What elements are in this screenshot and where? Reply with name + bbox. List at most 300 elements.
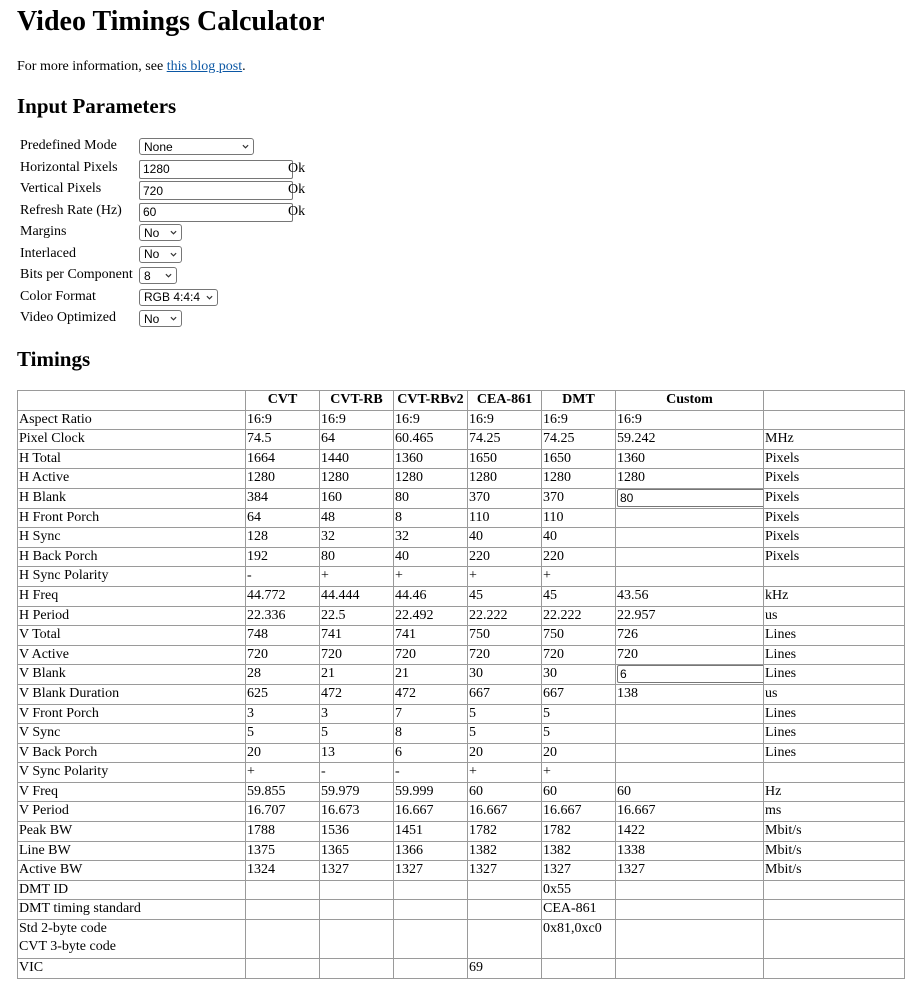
cea-cell: +	[468, 763, 542, 783]
ok-status: Ok	[288, 182, 306, 197]
row-label: H Active	[18, 469, 246, 489]
custom-v-blank-input[interactable]	[617, 665, 764, 683]
param-label: Predefined Mode	[20, 138, 117, 153]
ok-status: Ok	[288, 203, 306, 219]
unit-cell: Pixels	[764, 547, 905, 567]
select-value: 8	[144, 268, 151, 283]
cvtrbv2-cell: 8	[394, 724, 468, 744]
dmt-cell: 1382	[542, 841, 616, 861]
cvtrb-cell: +	[320, 567, 394, 587]
dmt-cell: 60	[542, 782, 616, 802]
unit-cell: kHz	[764, 586, 905, 606]
cvtrbv2-cell: 720	[394, 645, 468, 665]
table-row	[18, 861, 905, 881]
cvt-cell: 16.707	[246, 802, 320, 822]
row-label: H Back Porch	[18, 547, 246, 567]
row-label: H Sync Polarity	[18, 567, 246, 587]
table-row	[18, 449, 905, 469]
cea-cell: 1650	[468, 449, 542, 469]
cvt-cell: 20	[246, 743, 320, 763]
cvt-cell	[246, 900, 320, 920]
table-header-row	[18, 391, 905, 411]
cea-cell: 16:9	[468, 410, 542, 430]
input-parameters-heading: Input Parameters	[17, 94, 177, 118]
cvt-cell: 59.855	[246, 782, 320, 802]
cvtrbv2-cell: 59.999	[394, 782, 468, 802]
table-row	[18, 880, 905, 900]
cea-cell: 60	[468, 782, 542, 802]
table-row	[18, 586, 905, 606]
cea-cell: 1382	[468, 841, 542, 861]
cea-cell	[468, 920, 542, 959]
cvtrbv2-cell	[394, 880, 468, 900]
table-row	[18, 488, 905, 508]
table-row	[18, 900, 905, 920]
cea-cell	[468, 880, 542, 900]
cvtrbv2-cell: 6	[394, 743, 468, 763]
unit-cell: MHz	[764, 430, 905, 450]
cvtrbv2-cell: 741	[394, 626, 468, 646]
page-title: Video Timings Calculator	[17, 6, 325, 37]
row-label: VIC	[18, 959, 246, 979]
unit-cell: Pixels	[764, 449, 905, 469]
cvt-cell: 1375	[246, 841, 320, 861]
cvtrbv2-cell: 1360	[394, 449, 468, 469]
column-header	[18, 391, 246, 411]
param-label: Color Format	[20, 288, 96, 304]
custom-cell: 726	[616, 626, 764, 646]
custom-cell: 1338	[616, 841, 764, 861]
table-row	[18, 665, 905, 685]
param-label: Bits per Component	[20, 267, 133, 282]
vertical-pixels-input[interactable]	[139, 181, 293, 200]
row-label: DMT timing standard	[18, 900, 246, 920]
row-label: V Sync Polarity	[18, 763, 246, 783]
unit-cell	[764, 763, 905, 783]
cvtrbv2-cell: 8	[394, 508, 468, 528]
cvt-cell: 128	[246, 528, 320, 548]
cea-cell: 69	[468, 959, 542, 979]
row-label: H Blank	[18, 488, 246, 508]
cea-cell: 74.25	[468, 430, 542, 450]
info-prefix: For more information, see	[17, 59, 167, 74]
horizontal-pixels-input[interactable]	[139, 160, 293, 179]
dmt-cell: 16:9	[542, 410, 616, 430]
cvtrbv2-cell: 1451	[394, 822, 468, 842]
unit-cell	[764, 920, 905, 959]
table-row	[18, 645, 905, 665]
row-label-line: Std 2-byte code	[19, 921, 107, 937]
cvt-cell: 1664	[246, 449, 320, 469]
timings-table	[17, 390, 905, 979]
column-header: CVT-RB	[320, 391, 394, 411]
cvt-cell: 5	[246, 724, 320, 744]
cvt-cell: 384	[246, 488, 320, 508]
custom-cell	[616, 528, 764, 548]
dmt-cell: 74.25	[542, 430, 616, 450]
row-label: V Sync	[18, 724, 246, 744]
row-label: V Total	[18, 626, 246, 646]
cvtrbv2-cell: -	[394, 763, 468, 783]
cvtrb-cell: 5	[320, 724, 394, 744]
dmt-cell: 1327	[542, 861, 616, 881]
custom-cell	[616, 763, 764, 783]
unit-cell: Lines	[764, 704, 905, 724]
row-label: H Sync	[18, 528, 246, 548]
unit-cell: ms	[764, 802, 905, 822]
select-value: No	[144, 247, 160, 261]
cvt-cell: -	[246, 567, 320, 587]
row-label: H Front Porch	[18, 508, 246, 528]
cea-cell: 5	[468, 724, 542, 744]
blog-post-link[interactable]: this blog post	[166, 59, 243, 74]
cea-cell: 30	[468, 665, 542, 685]
unit-cell: Lines	[764, 665, 905, 685]
cea-cell: 1327	[468, 861, 542, 881]
column-header: DMT	[542, 391, 616, 411]
table-row	[18, 469, 905, 489]
video-optimized-select[interactable]	[139, 310, 182, 327]
table-row	[18, 841, 905, 861]
cea-cell: 1782	[468, 822, 542, 842]
info-text	[17, 59, 246, 75]
chevron-down-icon	[242, 143, 249, 150]
dmt-cell: +	[542, 763, 616, 783]
row-label	[18, 920, 246, 959]
custom-cell: 60	[616, 782, 764, 802]
dmt-cell: 30	[542, 665, 616, 685]
dmt-cell: 40	[542, 528, 616, 548]
unit-cell: Lines	[764, 645, 905, 665]
row-label: Line BW	[18, 841, 246, 861]
custom-cell: 59.242	[616, 430, 764, 450]
cvtrb-cell: 32	[320, 528, 394, 548]
cvtrb-cell: 16:9	[320, 410, 394, 430]
dmt-cell	[542, 959, 616, 979]
custom-cell	[616, 547, 764, 567]
cvtrb-cell: 80	[320, 547, 394, 567]
cvtrb-cell: 21	[320, 665, 394, 685]
table-row	[18, 763, 905, 783]
cvtrbv2-cell: 60.465	[394, 430, 468, 450]
table-row	[18, 547, 905, 567]
cvtrbv2-cell: 1280	[394, 469, 468, 489]
cvt-cell: 3	[246, 704, 320, 724]
row-label: Peak BW	[18, 822, 246, 842]
row-label: V Blank	[18, 665, 246, 685]
table-row	[18, 959, 905, 979]
chevron-down-icon	[206, 294, 213, 301]
custom-h-blank-input[interactable]	[617, 489, 764, 507]
cvtrb-cell: 720	[320, 645, 394, 665]
dmt-cell: +	[542, 567, 616, 587]
cea-cell: 370	[468, 488, 542, 508]
dmt-cell: 0x81,0xc0	[542, 920, 616, 959]
row-label: H Total	[18, 449, 246, 469]
row-label: V Front Porch	[18, 704, 246, 724]
param-label: Horizontal Pixels	[20, 159, 118, 175]
dmt-cell: 720	[542, 645, 616, 665]
dmt-cell: 5	[542, 704, 616, 724]
unit-cell	[764, 880, 905, 900]
table-row	[18, 920, 905, 959]
row-label: Aspect Ratio	[18, 410, 246, 430]
dmt-cell: 22.222	[542, 606, 616, 626]
cea-cell: 667	[468, 684, 542, 704]
chevron-down-icon	[170, 315, 177, 322]
cvtrb-cell: 1440	[320, 449, 394, 469]
cvt-cell	[246, 880, 320, 900]
dmt-cell: 0x55	[542, 880, 616, 900]
custom-cell: 1360	[616, 449, 764, 469]
unit-cell: Pixels	[764, 528, 905, 548]
column-header: CVT	[246, 391, 320, 411]
cvtrbv2-cell: 1366	[394, 841, 468, 861]
cvt-cell: 748	[246, 626, 320, 646]
dmt-cell: 220	[542, 547, 616, 567]
cvt-cell: 1324	[246, 861, 320, 881]
unit-cell: Pixels	[764, 488, 905, 508]
row-label: V Back Porch	[18, 743, 246, 763]
column-header	[764, 391, 905, 411]
cvtrbv2-cell: +	[394, 567, 468, 587]
table-row	[18, 743, 905, 763]
dmt-cell: 370	[542, 488, 616, 508]
dmt-cell: 5	[542, 724, 616, 744]
cea-cell: 220	[468, 547, 542, 567]
custom-cell	[616, 743, 764, 763]
cvt-cell: 64	[246, 508, 320, 528]
custom-cell	[616, 665, 764, 685]
column-header: CEA-861	[468, 391, 542, 411]
unit-cell: Mbit/s	[764, 841, 905, 861]
chevron-down-icon	[170, 229, 177, 236]
unit-cell: Lines	[764, 626, 905, 646]
column-header: CVT-RBv2	[394, 391, 468, 411]
info-suffix: .	[242, 59, 246, 74]
cvt-cell	[246, 920, 320, 959]
custom-cell: 138	[616, 684, 764, 704]
cvt-cell	[246, 959, 320, 979]
cvtrbv2-cell: 21	[394, 665, 468, 685]
cvtrb-cell	[320, 959, 394, 979]
param-label: Interlaced	[20, 245, 76, 261]
custom-cell	[616, 959, 764, 979]
interlaced-select[interactable]	[139, 246, 182, 263]
cvtrbv2-cell: 44.46	[394, 586, 468, 606]
chevron-down-icon	[170, 251, 177, 258]
cvtrb-cell: 160	[320, 488, 394, 508]
cvtrb-cell: 64	[320, 430, 394, 450]
table-row	[18, 528, 905, 548]
dmt-cell: 1280	[542, 469, 616, 489]
cvtrb-cell: 3	[320, 704, 394, 724]
cvt-cell: 625	[246, 684, 320, 704]
custom-cell: 720	[616, 645, 764, 665]
cvtrb-cell: 59.979	[320, 782, 394, 802]
dmt-cell: 667	[542, 684, 616, 704]
color-format-select[interactable]	[139, 289, 218, 306]
cvtrb-cell: 48	[320, 508, 394, 528]
table-row	[18, 567, 905, 587]
select-value: RGB 4:4:4	[144, 290, 201, 304]
unit-cell: Mbit/s	[764, 822, 905, 842]
cvtrb-cell: 1327	[320, 861, 394, 881]
cvtrbv2-cell: 32	[394, 528, 468, 548]
select-value: No	[144, 225, 160, 240]
param-label: Vertical Pixels	[20, 181, 102, 196]
cvt-cell: 74.5	[246, 430, 320, 450]
table-row	[18, 724, 905, 744]
custom-cell	[616, 920, 764, 959]
cvtrb-cell	[320, 900, 394, 920]
row-label: DMT ID	[18, 880, 246, 900]
unit-cell: Mbit/s	[764, 861, 905, 881]
cvt-cell: 1788	[246, 822, 320, 842]
cea-cell: 16.667	[468, 802, 542, 822]
cvtrb-cell	[320, 880, 394, 900]
unit-cell: Lines	[764, 724, 905, 744]
select-value: No	[144, 311, 160, 326]
unit-cell: Pixels	[764, 469, 905, 489]
table-body	[18, 410, 905, 978]
row-label: Active BW	[18, 861, 246, 881]
unit-cell	[764, 567, 905, 587]
ok-status: Ok	[288, 160, 306, 176]
cvtrb-cell: -	[320, 763, 394, 783]
cea-cell: 22.222	[468, 606, 542, 626]
custom-cell: 1327	[616, 861, 764, 881]
custom-cell: 43.56	[616, 586, 764, 606]
dmt-cell: 45	[542, 586, 616, 606]
custom-cell: 1422	[616, 822, 764, 842]
cea-cell: 720	[468, 645, 542, 665]
dmt-cell: 16.667	[542, 802, 616, 822]
param-label: Margins	[20, 224, 67, 239]
cvtrb-cell: 13	[320, 743, 394, 763]
custom-cell	[616, 880, 764, 900]
refresh-rate-hz-input[interactable]	[139, 203, 293, 222]
cvt-cell: 720	[246, 645, 320, 665]
unit-cell: Hz	[764, 782, 905, 802]
cvtrbv2-cell: 16:9	[394, 410, 468, 430]
custom-cell: 16:9	[616, 410, 764, 430]
cea-cell: 750	[468, 626, 542, 646]
cea-cell: 5	[468, 704, 542, 724]
param-label: Video Optimized	[20, 310, 116, 325]
cvtrb-cell: 472	[320, 684, 394, 704]
dmt-cell: 1650	[542, 449, 616, 469]
dmt-cell: 110	[542, 508, 616, 528]
unit-cell	[764, 410, 905, 430]
unit-cell: Pixels	[764, 508, 905, 528]
row-label: V Blank Duration	[18, 684, 246, 704]
table-row	[18, 822, 905, 842]
cvtrb-cell: 1365	[320, 841, 394, 861]
dmt-cell: CEA-861	[542, 900, 616, 920]
bits-per-component-select[interactable]	[139, 267, 177, 284]
custom-cell	[616, 900, 764, 920]
cvtrb-cell: 1536	[320, 822, 394, 842]
cea-cell: 40	[468, 528, 542, 548]
custom-cell	[616, 508, 764, 528]
cvt-cell: 16:9	[246, 410, 320, 430]
cvt-cell: +	[246, 763, 320, 783]
cvt-cell: 44.772	[246, 586, 320, 606]
table-row	[18, 508, 905, 528]
table-row	[18, 802, 905, 822]
unit-cell	[764, 959, 905, 979]
cvtrbv2-cell: 472	[394, 684, 468, 704]
table-row	[18, 410, 905, 430]
cvt-cell: 28	[246, 665, 320, 685]
cvtrbv2-cell: 80	[394, 488, 468, 508]
cvtrb-cell: 1280	[320, 469, 394, 489]
unit-cell: Lines	[764, 743, 905, 763]
dmt-cell: 750	[542, 626, 616, 646]
cea-cell: 110	[468, 508, 542, 528]
cvtrbv2-cell: 40	[394, 547, 468, 567]
predefined-mode-select[interactable]	[139, 138, 254, 155]
cvtrbv2-cell	[394, 959, 468, 979]
unit-cell	[764, 900, 905, 920]
dmt-cell: 1782	[542, 822, 616, 842]
unit-cell: us	[764, 606, 905, 626]
row-label: V Freq	[18, 782, 246, 802]
cvtrb-cell: 22.5	[320, 606, 394, 626]
dmt-cell: 20	[542, 743, 616, 763]
custom-cell: 16.667	[616, 802, 764, 822]
cvtrbv2-cell: 1327	[394, 861, 468, 881]
table-row	[18, 626, 905, 646]
table-row	[18, 430, 905, 450]
cvtrb-cell: 16.673	[320, 802, 394, 822]
custom-cell: 22.957	[616, 606, 764, 626]
timings-heading: Timings	[17, 347, 91, 371]
cvtrbv2-cell: 22.492	[394, 606, 468, 626]
custom-cell	[616, 488, 764, 508]
row-label: Pixel Clock	[18, 430, 246, 450]
margins-select[interactable]	[139, 224, 182, 241]
cvt-cell: 1280	[246, 469, 320, 489]
chevron-down-icon	[165, 272, 172, 279]
cvt-cell: 22.336	[246, 606, 320, 626]
cea-cell: +	[468, 567, 542, 587]
cea-cell: 1280	[468, 469, 542, 489]
select-value: None	[144, 139, 173, 154]
custom-cell	[616, 704, 764, 724]
table-row	[18, 704, 905, 724]
cvtrbv2-cell: 16.667	[394, 802, 468, 822]
custom-cell: 1280	[616, 469, 764, 489]
unit-cell: us	[764, 684, 905, 704]
cvtrb-cell	[320, 920, 394, 959]
row-label-line: CVT 3-byte code	[19, 939, 116, 955]
row-label: H Freq	[18, 586, 246, 606]
cvtrb-cell: 741	[320, 626, 394, 646]
row-label: H Period	[18, 606, 246, 626]
param-label: Refresh Rate (Hz)	[20, 202, 122, 218]
cvtrbv2-cell	[394, 900, 468, 920]
cea-cell: 45	[468, 586, 542, 606]
row-label: V Period	[18, 802, 246, 822]
custom-cell	[616, 724, 764, 744]
table-row	[18, 684, 905, 704]
custom-cell	[616, 567, 764, 587]
table-row	[18, 782, 905, 802]
table-row	[18, 606, 905, 626]
cea-cell	[468, 900, 542, 920]
